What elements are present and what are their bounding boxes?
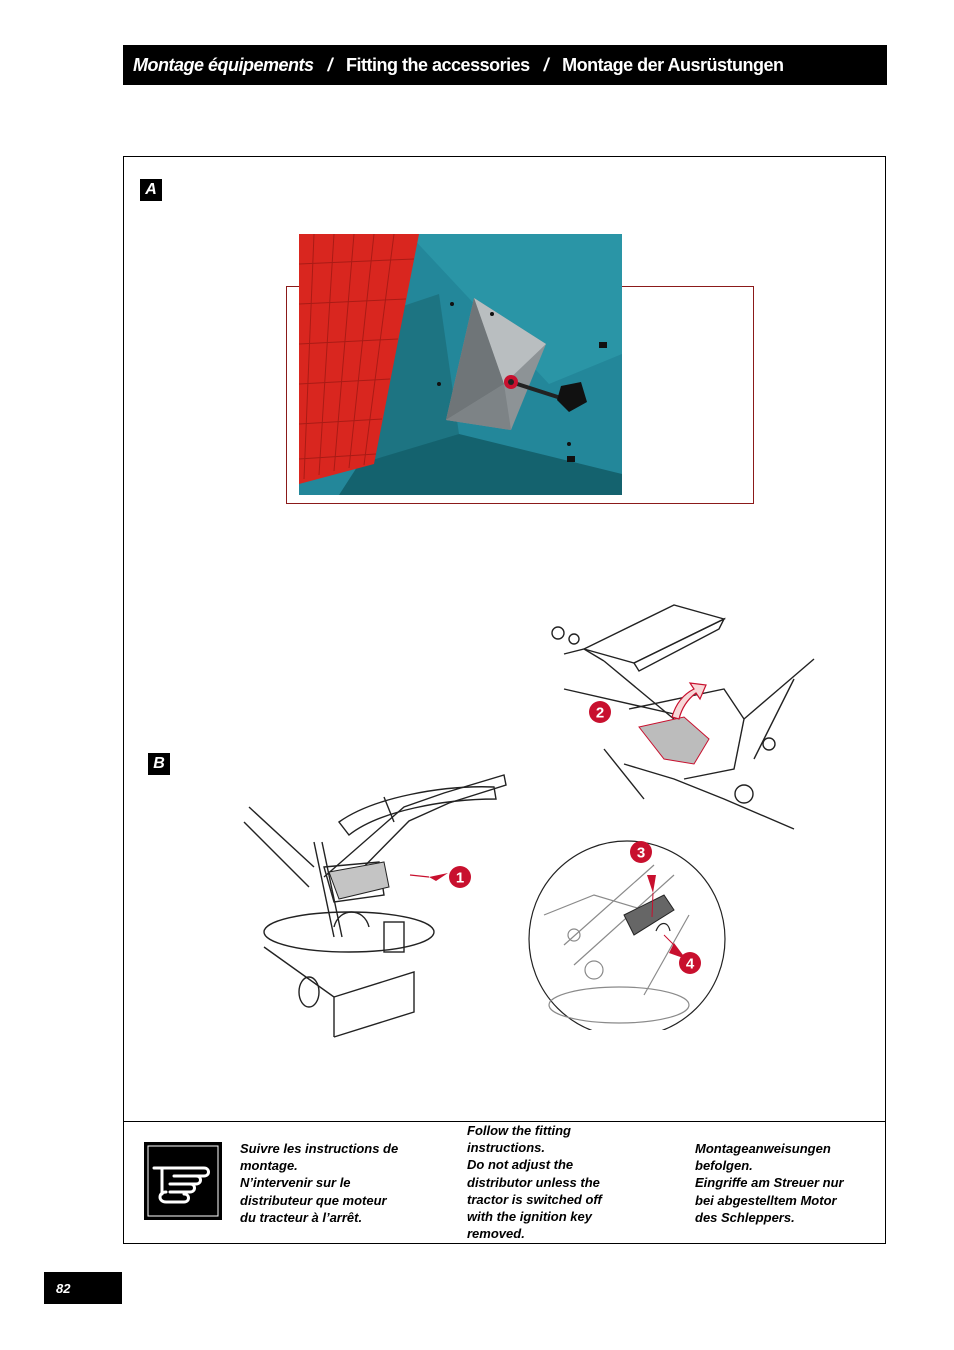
drawing-steps-3-4 (524, 835, 744, 1030)
note-line: instructions. (467, 1140, 546, 1156)
note-line: Eingriffe am Streuer nur (695, 1175, 844, 1191)
header-title-de: Montage der Ausrüstungen (562, 54, 784, 75)
content-frame (123, 156, 886, 1244)
note-french (240, 1140, 398, 1226)
header-title-en: Fitting the accessories (346, 54, 530, 75)
note-line: distributor unless the (467, 1174, 600, 1190)
callout-4: 4 (685, 955, 695, 973)
note-line: with the ignition key (467, 1209, 592, 1225)
note-line: Montageanweisungen (695, 1141, 831, 1156)
note-line: befolgen. (695, 1158, 753, 1174)
note-line: Suivre les instructions de (240, 1141, 399, 1156)
header-separator: / (543, 54, 549, 75)
section-label-b: B (148, 753, 170, 775)
callout-3: 3 (636, 844, 646, 862)
note-line: des Schleppers. (695, 1209, 795, 1225)
note-line: distributeur que moteur (240, 1192, 387, 1208)
section-label-a: A (140, 179, 162, 201)
callout-2: 2 (595, 704, 605, 722)
note-german (695, 1140, 844, 1226)
note-line: du tracteur à l’arrêt. (240, 1209, 363, 1225)
header-separator: / (327, 54, 333, 75)
header-title-fr: Montage équipements (133, 54, 314, 75)
note-line: bei abgestelltem Motor (695, 1192, 837, 1208)
note-line: Do not adjust the (467, 1157, 574, 1173)
note-line: N’intervenir sur le (240, 1175, 351, 1191)
note-line: removed. (467, 1226, 525, 1242)
page-number: 82 (44, 1272, 122, 1304)
note-english (467, 1122, 602, 1242)
distributor-photo (299, 234, 622, 495)
page-header (123, 45, 887, 85)
note-line: Follow the fitting (467, 1123, 571, 1138)
drawing-step-1 (204, 767, 524, 1047)
note-line: tractor is switched off (467, 1191, 602, 1207)
callout-1: 1 (455, 869, 465, 887)
drawing-step-2 (544, 599, 824, 839)
note-line: montage. (240, 1158, 298, 1174)
pointing-hand-icon (144, 1142, 222, 1220)
